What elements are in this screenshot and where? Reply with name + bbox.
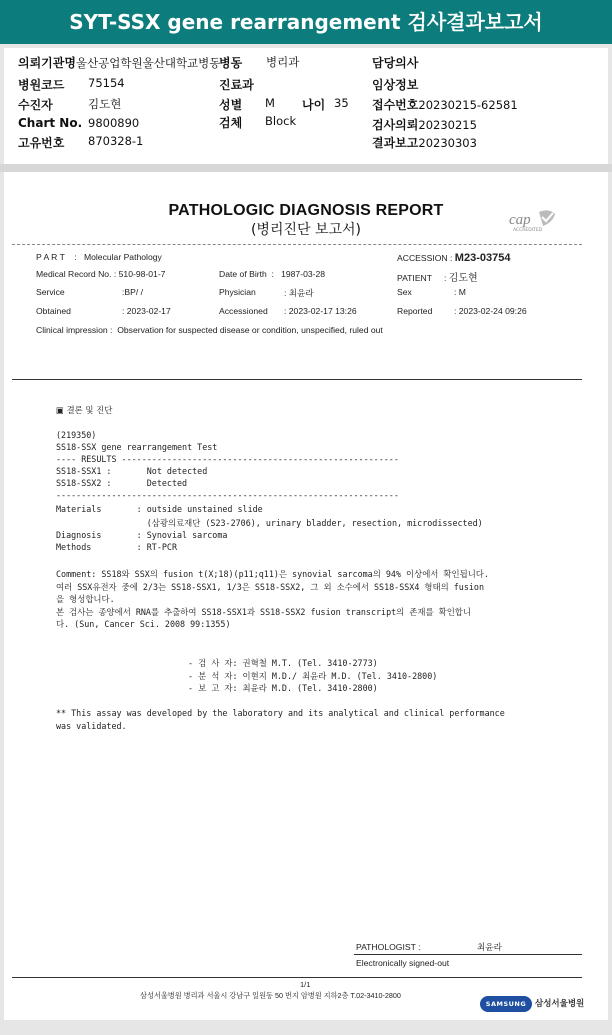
id-label: 고유번호: [18, 136, 65, 150]
signature-line: [354, 954, 582, 955]
cap-logo-text: cap: [509, 212, 531, 228]
report-patient-value: 김도현: [448, 273, 478, 284]
clinical-label: 임상정보: [372, 78, 419, 92]
materials-detail-line: (삼광의료재단 (S23-2706), urinary bladder, resection, microdissected): [56, 518, 483, 528]
part-value: Molecular Pathology: [83, 252, 162, 262]
receipt-value: 20230215-62581: [418, 98, 518, 112]
section-heading: ▣ 결론 및 진단: [56, 405, 113, 415]
chart-label: Chart No.: [18, 116, 83, 130]
results-end-divider: --------------------------------------------------------------------: [56, 490, 399, 500]
result-ssx2: SS18-SSX2 : Detected: [56, 478, 188, 488]
title-divider: [12, 244, 582, 245]
info-divider: [12, 379, 582, 380]
section-divider: [0, 164, 612, 172]
sex-row: [397, 287, 412, 297]
age-value: 35: [334, 96, 349, 110]
reported-value-wrap: : 2023-02-24 09:26: [454, 306, 527, 316]
id-value: 870328-1: [88, 134, 144, 148]
comment-line-5: 다. (Sun, Cancer Sci. 2008 99:1355): [56, 619, 231, 629]
test-code: (219350): [56, 430, 97, 440]
comment-line-2: 여러 SSX유전자 중에 2/3는 SS18-SSX1, 1/3은 SS18-SSX2, 그 외 소수에서 SS18-SSX4 형태의 fusion: [56, 582, 484, 592]
bottom-margin: [0, 1020, 612, 1035]
patient-row: PATIENT : 김도현: [397, 273, 478, 284]
accession-value: M23-03754: [454, 252, 511, 264]
page-number: 1/1: [300, 980, 311, 989]
report-sex-label: Sex: [397, 287, 412, 297]
staff-analyst: - 분 석 자: 이현지 M.D./ 최윤라 M.D. (Tel. 3410-2800): [188, 671, 438, 681]
samsung-logo: SAMSUNG: [480, 996, 532, 1012]
institution-value: 울산공업학원울산대학교병동: [75, 56, 221, 70]
staff-reporter: - 보 고 자: 최윤라 M.D. (Tel. 3410-2800): [188, 683, 378, 693]
accession-label: ACCESSION: [397, 253, 448, 263]
obtained-label: Obtained: [36, 306, 71, 316]
hospital-name: 삼성서울병원: [535, 998, 585, 1008]
cap-logo-subtext: ACCREDITED: [513, 228, 543, 233]
assay-note-2: was validated.: [56, 721, 127, 731]
signed-out-text: Electronically signed-out: [356, 958, 450, 968]
ward-value: 병리과: [266, 55, 300, 69]
pathologist-label: PATHOLOGIST :: [356, 942, 421, 952]
dob-value: 1987-03-28: [281, 269, 326, 279]
request-value: 20230215: [418, 118, 477, 132]
report-sheet: [4, 172, 608, 1020]
dob-row: Date of Birth : 1987-03-28: [219, 269, 326, 279]
sex-value: M: [265, 96, 275, 110]
report-value: 20230303: [418, 136, 477, 150]
physician-value-wrap: : 최윤라: [284, 288, 314, 298]
test-name: SS18-SSX gene rearrangement Test: [56, 442, 218, 452]
patient-label: 수진자: [18, 98, 53, 112]
report-sex-value-wrap: : M: [454, 287, 466, 297]
comment-line-4: 본 검사는 종양에서 RNA를 추출하여 SS18-SSX1과 SS18-SSX2 fusion transcript의 존재를 확인합니: [56, 607, 471, 617]
footer-divider: [12, 977, 582, 978]
service-value: BP/ /: [124, 287, 144, 297]
reported-row: [397, 306, 432, 316]
results-divider: ---- RESULTS -------------------------------------------------------: [56, 454, 399, 464]
banner-title: SYT-SSX gene rearrangement 검사결과보고서: [0, 0, 612, 44]
age-label: 나이: [302, 98, 326, 112]
accessioned-label: Accessioned: [219, 306, 268, 316]
part-row: P A R T : Molecular Pathology: [36, 252, 162, 262]
patient-value: 김도현: [88, 97, 122, 111]
part-label: P A R T: [36, 252, 65, 262]
sex-label: 성별: [219, 98, 243, 112]
comment-line-1: Comment: SS18와 SSX의 fusion t(X;18)(p11;q11)은 synovial sarcoma의 94% 이상에서 확인됩니다.: [56, 569, 489, 579]
hospital-address: 삼성서울병원 병리과 서울시 강남구 일원동 50 번지 암병원 지하2층 T.02-3410-2800: [140, 991, 401, 1000]
request-label: 검사의뢰: [372, 118, 419, 132]
diagnosis-line: Diagnosis : Synovial sarcoma: [56, 530, 228, 540]
receipt-label: 접수번호: [372, 98, 419, 112]
dob-label: Date of Birth: [219, 269, 267, 279]
ward-label: 병동: [219, 56, 243, 70]
obtained-value: 2023-02-17: [126, 306, 171, 316]
service-row: [36, 287, 65, 297]
pathologist-name: 최윤라: [477, 942, 502, 952]
reported-label: Reported: [397, 306, 433, 316]
mrn-row: Medical Record No. : 510-98-01-7: [36, 269, 166, 279]
report-patient-label: PATIENT: [397, 273, 433, 283]
mrn-value: 510-98-01-7: [118, 269, 166, 279]
hospital-code-label: 병원코드: [18, 78, 65, 92]
methods-line: Methods : RT-PCR: [56, 542, 178, 552]
report-sex-value: M: [458, 287, 466, 297]
materials-line: Materials : outside unstained slide: [56, 504, 263, 514]
accessioned-value-wrap: : 2023-02-17 13:26: [284, 306, 357, 316]
service-label: Service: [36, 287, 65, 297]
impression-row: Clinical impression : Observation for suspected disease or condition, unspecified, ruled out: [36, 325, 383, 335]
result-ssx1: SS18-SSX1 : Not detected: [56, 466, 208, 476]
physician-row: [219, 287, 256, 297]
request-header: [4, 48, 608, 164]
accessioned-row: [219, 306, 268, 316]
report-label: 결과보고: [372, 136, 419, 150]
impression-value: Observation for suspected disease or condition, unspecified, ruled out: [117, 325, 383, 335]
report-title: PATHOLOGIC DIAGNOSIS REPORT: [168, 202, 444, 219]
staff-tester: - 검 사 자: 권혁철 M.T. (Tel. 3410-2773): [188, 658, 378, 668]
physician-value: 최윤라: [288, 288, 314, 298]
obtained-row: [36, 306, 71, 316]
report-subtitle: (병리진단 보고서): [250, 222, 362, 238]
impression-label: Clinical impression: [36, 325, 108, 335]
reported-value: 2023-02-24 09:26: [458, 306, 527, 316]
doctor-label: 담당의사: [372, 56, 419, 70]
specimen-value: Block: [265, 114, 297, 128]
comment-line-3: 을 형성합니다.: [56, 594, 115, 604]
obtained-value-wrap: : 2023-02-17: [122, 306, 171, 316]
accessioned-value: 2023-02-17 13:26: [288, 306, 357, 316]
service-value-wrap: :BP/ /: [122, 287, 144, 297]
dept-label: 진료과: [219, 78, 254, 92]
physician-label: Physician: [219, 287, 256, 297]
institution-label: 의뢰기관명: [18, 56, 76, 70]
chart-value: 9800890: [88, 116, 140, 130]
accession-row: ACCESSION : M23-03754: [397, 252, 511, 264]
specimen-label: 검체: [219, 116, 243, 130]
assay-note-1: ** This assay was developed by the laboratory and its analytical and clinical performance: [56, 708, 505, 718]
mrn-label: Medical Record No.: [36, 269, 112, 279]
hospital-code-value: 75154: [88, 76, 125, 90]
